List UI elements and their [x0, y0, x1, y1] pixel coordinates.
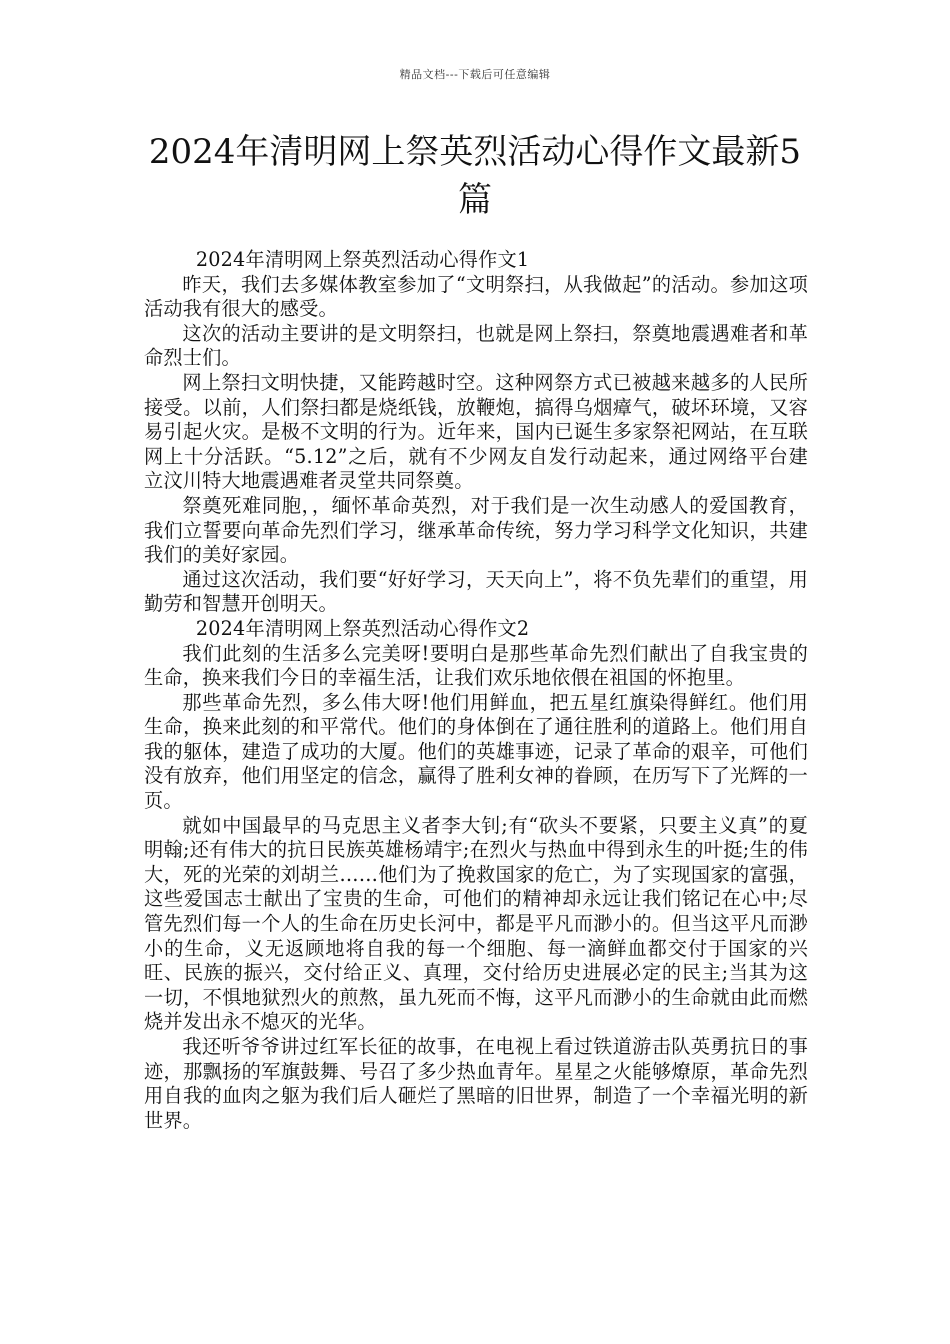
section-1-paragraph-1: 昨天，我们去多媒体教室参加了“文明祭扫，从我做起”的活动。参加这项活动我有很大的感受。 — [144, 272, 808, 321]
section-2-heading: 2024年清明网上祭英烈活动心得作文2 — [195, 616, 530, 640]
section-1-paragraph-2: 这次的活动主要讲的是文明祭扫，也就是网上祭扫，祭奠地震遇难者和革命烈士们。 — [144, 321, 808, 370]
section-1-heading: 2024年清明网上祭英烈活动心得作文1 — [195, 248, 530, 271]
section-2-paragraph-3: 就如中国最早的马克思主义者李大钊;有“砍头不要紧，只要主义真”的夏明翰;还有伟大的抗日民族英雄杨靖宇;在烈火与热血中得到永生的叶挺;生的伟大，死的光荣的刘胡兰……他们为了挽救国家的危亡，为了实现国家的富强，这些爱国志士献出了宝贵的生命，可他们的精神却永远让我们铭记在心中;尽管先烈们每一个人的生命在历史长河中，都是平凡而渺小的。但当这平凡而渺小的生命，义无返顾地将自我的每一个细胞、每一滴鲜血都交付于国家的兴旺、民族的振兴，交付给正义、真理，交付给历史进展必定的民主;当其为这一切，不惧地狱烈火的煎熬，虽九死而不悔，这平凡而渺小的生命就由此而燃烧并发出永不熄灭的光华。 — [144, 813, 808, 1034]
section-1-paragraph-5: 通过这次活动，我们要“好好学习，天天向上”，将不负先辈们的重望，用勤劳和智慧开创明天。 — [144, 567, 808, 616]
section-1-paragraph-3: 网上祭扫文明快捷，又能跨越时空。这种网祭方式已被越来越多的人民所接受。以前，人们祭扫都是烧纸钱，放鞭炮，搞得乌烟瘴气，破坏环境，又容易引起火灾。是极不文明的行为。近年来，国内已诞生多家祭祀网站，在互联网上十分活跃。“5.12”之后，就有不少网友自发行动起来，通过网络平台建立汶川特大地震遇难者灵堂共同祭奠。 — [144, 370, 808, 493]
document-title: 2024年清明网上祭英烈活动心得作文最新5篇 — [148, 132, 802, 220]
header-note: 精品文档---下载后可任意编辑 — [399, 68, 551, 81]
section-2-paragraph-2: 那些革命先烈，多么伟大呀!他们用鲜血，把五星红旗染得鲜红。他们用生命，换来此刻的和平常代。他们的身体倒在了通往胜利的道路上。他们用自我的躯体，建造了成功的大厦。他们的英雄事迹，记录了革命的艰辛，可他们没有放弃，他们用坚定的信念，赢得了胜利女神的眷顾，在历写下了光辉的一页。 — [144, 690, 808, 813]
section-1-paragraph-4: 祭奠死难同胞，，缅怀革命英烈，对于我们是一次生动感人的爱国教育，我们立誓要向革命先烈们学习，继承革命传统，努力学习科学文化知识，共建我们的美好家园。 — [144, 493, 808, 567]
document-body — [144, 248, 808, 1133]
section-2-paragraph-4: 我还听爷爷讲过红军长征的故事，在电视上看过铁道游击队英勇抗日的事迹，那飘扬的军旗鼓舞、号召了多少热血青年。星星之火能够燎原，革命先烈用自我的血肉之躯为我们后人砸烂了黑暗的旧世界，制造了一个幸福光明的新世界。 — [144, 1035, 808, 1132]
section-2-paragraph-1: 我们此刻的生活多么完美呀!要明白是那些革命先烈们献出了自我宝贵的生命，换来我们今日的幸福生活，让我们欢乐地依偎在祖国的怀抱里。 — [144, 641, 808, 690]
